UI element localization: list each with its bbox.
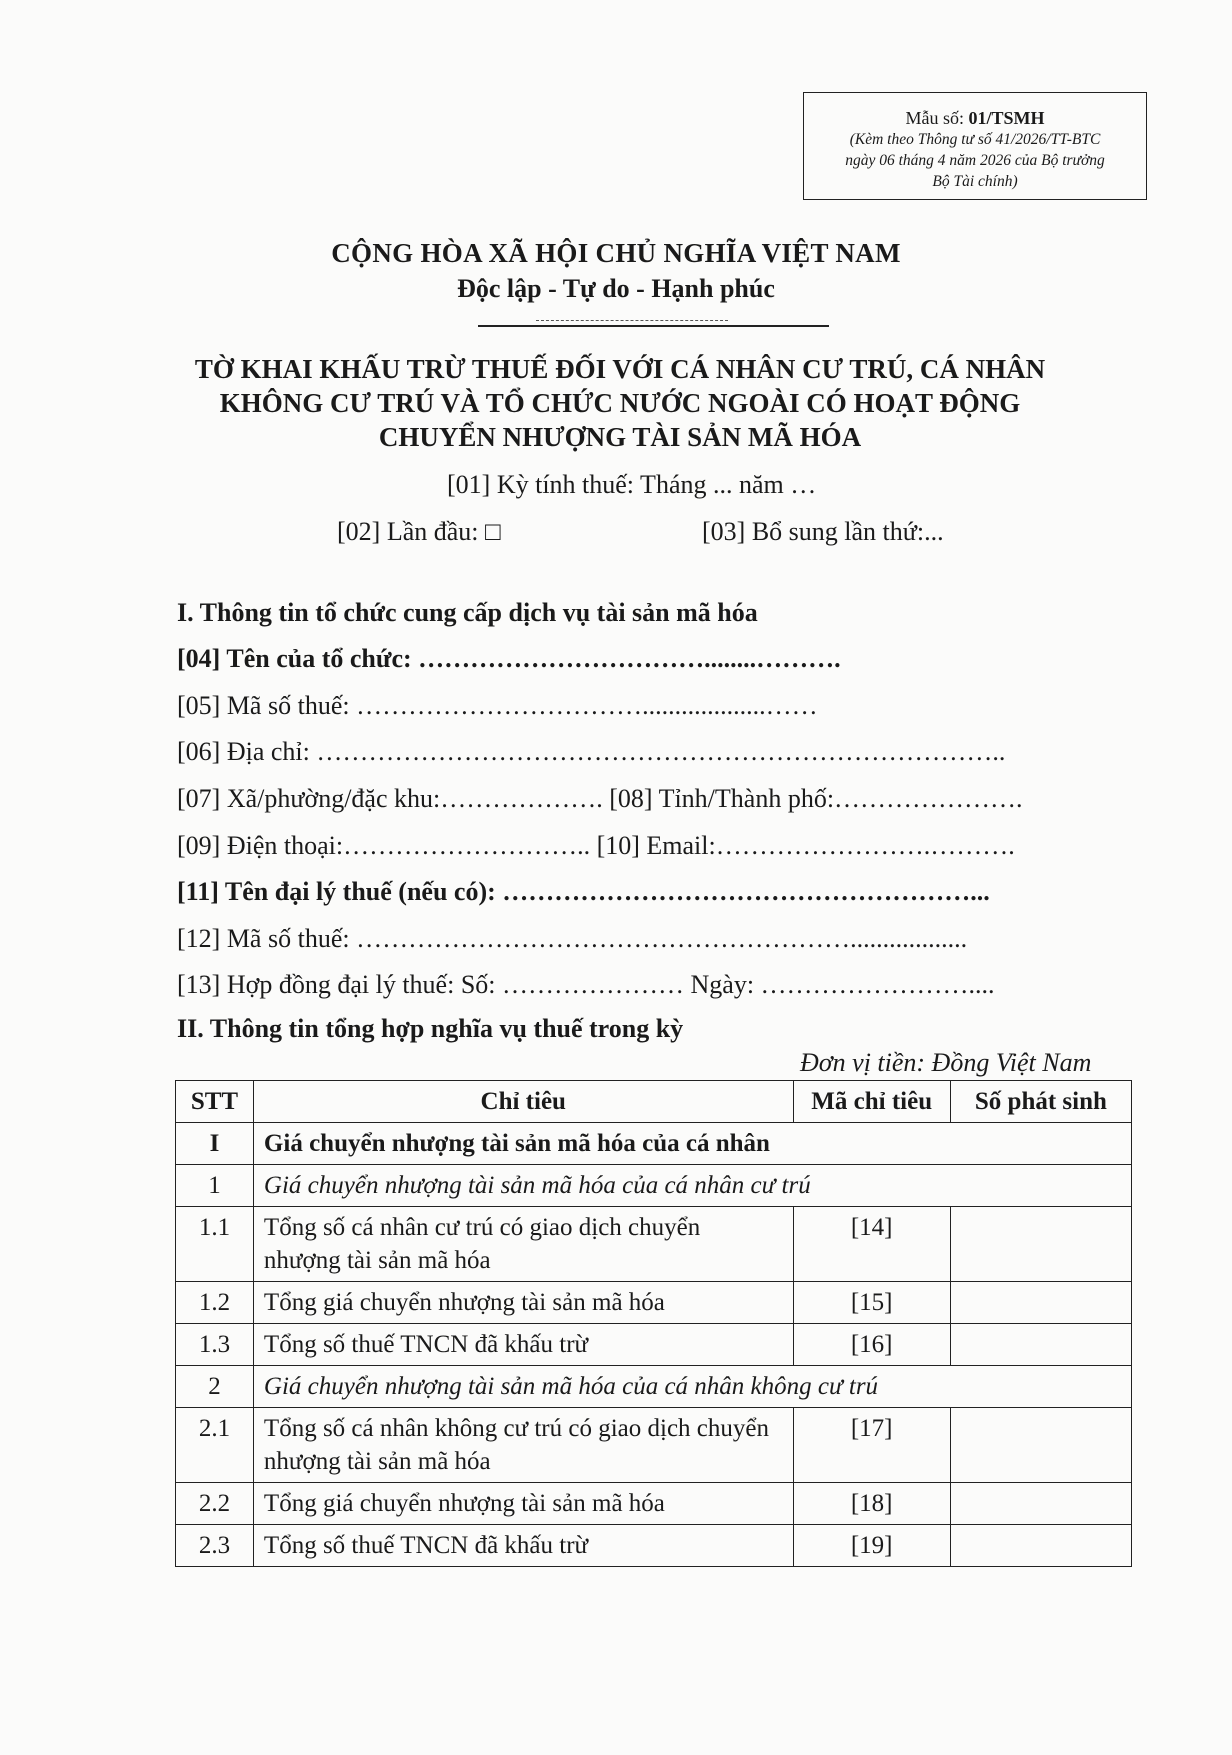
row-stt: 1.3 (176, 1324, 254, 1366)
section-2-heading: II. Thông tin tổng hợp nghĩa vụ thuế trong kỳ (177, 1014, 684, 1043)
row-stt: 2.1 (176, 1408, 254, 1483)
field-04-org-name: [04] Tên của tổ chức: ……………………………........………. (177, 644, 841, 673)
field-12-agent-tax-code: [12] Mã số thuế: ………………………………………………….................. (177, 924, 968, 953)
row-indicator: Giá chuyển nhượng tài sản mã hóa của cá nhân không cư trú (253, 1366, 1131, 1408)
currency-unit: Đơn vị tiền: Đồng Việt Nam (800, 1048, 1092, 1077)
form-code: 01/TSMH (968, 108, 1045, 128)
form-title-line-1: TỜ KHAI KHẤU TRỪ THUẾ ĐỐI VỚI CÁ NHÂN CƯ TRÚ, CÁ NHÂN (194, 354, 1046, 384)
national-motto: Độc lập - Tự do - Hạnh phúc (457, 274, 775, 303)
motto-dashed-rule (536, 320, 728, 321)
table-row (176, 1207, 1132, 1282)
row-amount[interactable] (950, 1483, 1131, 1525)
table-row (176, 1408, 1132, 1483)
field-01-tax-period: [01] Kỳ tính thuế: Tháng ... năm … (447, 470, 817, 499)
row-indicator: Tổng giá chuyển nhượng tài sản mã hóa (253, 1282, 793, 1324)
row-indicator: Tổng số thuế TNCN đã khấu trừ (253, 1525, 793, 1567)
row-code: [19] (793, 1525, 950, 1567)
form-code-label: Mẫu số: (905, 108, 969, 128)
table-row (176, 1282, 1132, 1324)
table-row (176, 1483, 1132, 1525)
table-row (176, 1366, 1132, 1408)
row-indicator: Tổng số cá nhân cư trú có giao dịch chuyển nhượng tài sản mã hóa (253, 1207, 793, 1282)
row-amount[interactable] (950, 1408, 1131, 1483)
field-11-tax-agent: [11] Tên đại lý thuế (nếu có): ………………………………………………... (177, 877, 990, 906)
form-title-line-3: CHUYỂN NHƯỢNG TÀI SẢN MÃ HÓA (378, 422, 862, 452)
form-code-line (804, 107, 1146, 129)
row-indicator: Tổng số thuế TNCN đã khấu trừ (253, 1324, 793, 1366)
table-row (176, 1525, 1132, 1567)
row-stt: 1.2 (176, 1282, 254, 1324)
field-13-agent-contract: [13] Hợp đồng đại lý thuế: Số: ………………… Ngày: …………………….... (177, 970, 995, 999)
row-indicator: Giá chuyển nhượng tài sản mã hóa của cá nhân cư trú (253, 1165, 1131, 1207)
country-name: CỘNG HÒA XÃ HỘI CHỦ NGHĨA VIỆT NAM (331, 238, 901, 268)
table-row (176, 1123, 1132, 1165)
form-ref-line-2: ngày 06 tháng 4 năm 2026 của Bộ trưởng (845, 152, 1105, 169)
form-ref-line-1: (Kèm theo Thông tư số 41/2026/TT-BTC (849, 131, 1101, 148)
form-number-box (803, 92, 1147, 200)
form-title (120, 352, 1120, 454)
col-header-stt: STT (176, 1081, 254, 1123)
row-indicator: Tổng số cá nhân không cư trú có giao dịch chuyển nhượng tài sản mã hóa (253, 1408, 793, 1483)
section-1-heading: I. Thông tin tổ chức cung cấp dịch vụ tài sản mã hóa (177, 598, 758, 627)
row-stt: 2.2 (176, 1483, 254, 1525)
row-code: [15] (793, 1282, 950, 1324)
field-02-first-time: [02] Lần đầu: □ (337, 517, 501, 546)
row-code: [14] (793, 1207, 950, 1282)
table-header-row (176, 1081, 1132, 1123)
row-stt: I (176, 1123, 254, 1165)
row-code: [16] (793, 1324, 950, 1366)
row-indicator: Giá chuyển nhượng tài sản mã hóa của cá nhân (253, 1123, 1131, 1165)
row-stt: 1.1 (176, 1207, 254, 1282)
row-amount[interactable] (950, 1207, 1131, 1282)
row-stt: 1 (176, 1165, 254, 1207)
row-code: [17] (793, 1408, 950, 1483)
field-03-supplement: [03] Bổ sung lần thứ:... (702, 517, 944, 546)
row-stt: 2.3 (176, 1525, 254, 1567)
motto-underline (478, 325, 829, 327)
table-row (176, 1165, 1132, 1207)
table-row (176, 1324, 1132, 1366)
form-ref-line-3: Bộ Tài chính) (932, 173, 1018, 190)
field-09-10-phone-email: [09] Điện thoại:……………………….. [10] Email:…………………….………. (177, 831, 1015, 860)
row-amount[interactable] (950, 1282, 1131, 1324)
field-05-tax-code: [05] Mã số thuế: ……………………………...................…… (177, 691, 818, 720)
tax-summary-table (175, 1080, 1132, 1567)
row-indicator: Tổng giá chuyển nhượng tài sản mã hóa (253, 1483, 793, 1525)
col-header-code: Mã chỉ tiêu (793, 1081, 950, 1123)
field-07-08-ward-province: [07] Xã/phường/đặc khu:………………. [08] Tỉnh/Thành phố:…………………. (177, 784, 1023, 813)
col-header-indicator: Chỉ tiêu (253, 1081, 793, 1123)
row-code: [18] (793, 1483, 950, 1525)
form-title-line-2: KHÔNG CƯ TRÚ VÀ TỔ CHỨC NƯỚC NGOÀI CÓ HOẠT ĐỘNG (219, 388, 1021, 418)
col-header-amount: Số phát sinh (950, 1081, 1131, 1123)
field-06-address: [06] Địa chỉ: …………………………………………………………………….. (177, 737, 1006, 766)
row-amount[interactable] (950, 1324, 1131, 1366)
row-amount[interactable] (950, 1525, 1131, 1567)
row-stt: 2 (176, 1366, 254, 1408)
